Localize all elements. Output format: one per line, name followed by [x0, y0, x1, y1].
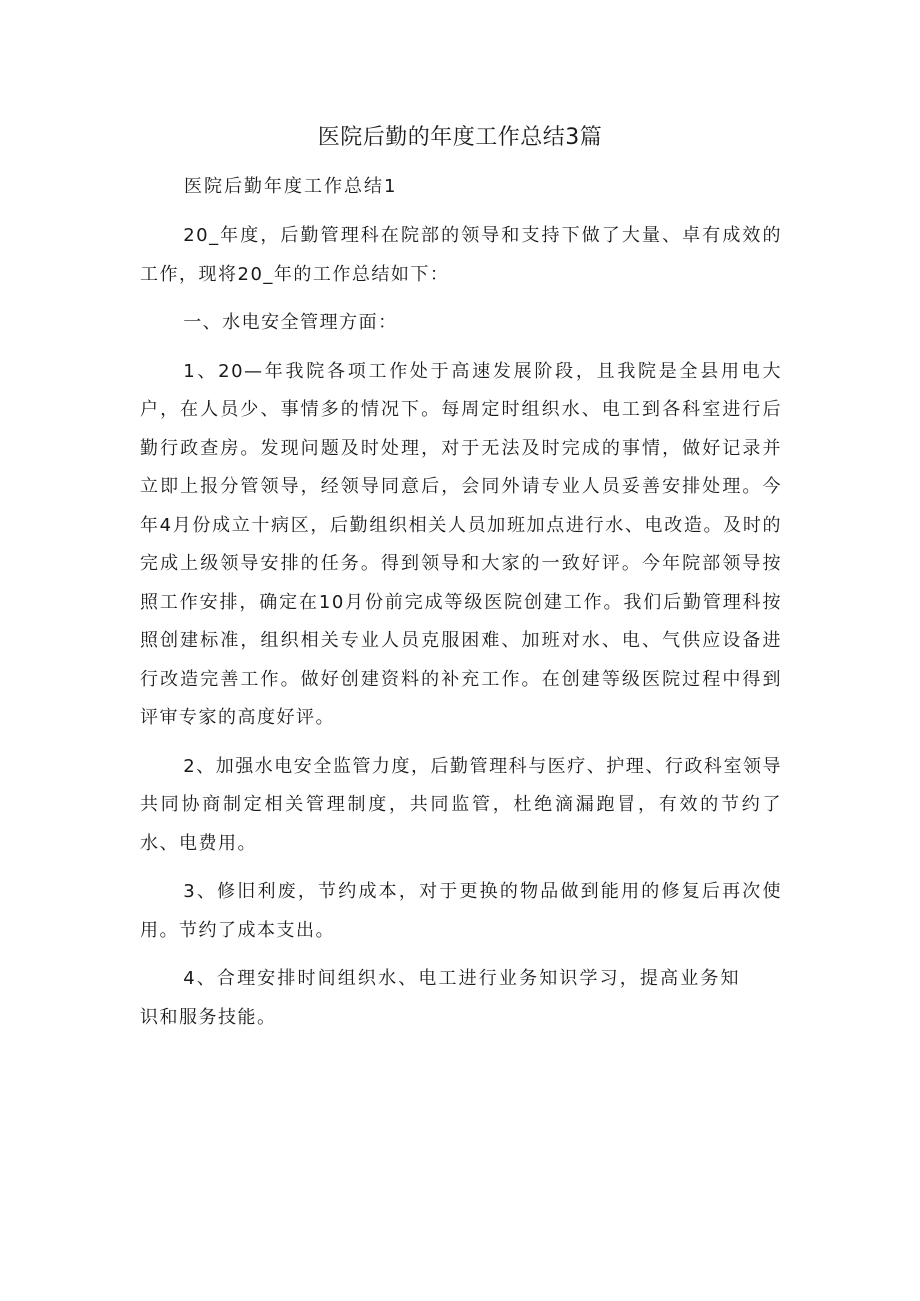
paragraph-item-1: 1、20—年我院各项工作处于高速发展阶段，且我院是全县用电大户，在人员少、事情多的情况下。每周定时组织水、电工到各科室进行后勤行政查房。发现问题及时处理，对于无法及时完成的事情，做好记录并立即上报分管领导，经领导同意后，会同外请专业人员妥善安排处理。今年4月份成立十病区，后勤组织相关人员加班加点进行水、电改造。及时的完成上级领导安排的任务。得到领导和大家的一致好评。今年院部领导按照工作安排，确定在10月份前完成等级医院创建工作。我们后勤管理科按照创建标准，组织相关专业人员克服困难、加班对水、电、气供应设备进行改造完善工作。做好创建资料的补充工作。在创建等级医院过程中得到评审专家的高度好评。 — [140, 360, 782, 728]
paragraph-item-3: 3、修旧利废，节约成本，对于更换的物品做到能用的修复后再次使用。节约了成本支出。 — [140, 881, 782, 941]
document-subtitle: 医院后勤年度工作总结1 — [184, 176, 398, 197]
paragraph-item-4: 4、合理安排时间组织水、电工进行业务知识学习，提高业务知识和服务技能。 — [140, 968, 740, 1028]
paragraph-intro: 20_年度，后勤管理科在院部的领导和支持下做了大量、卓有成效的工作，现将20_年的工作总结如下： — [140, 225, 782, 285]
document-body — [140, 217, 782, 1047]
paragraph-section-heading: 一、水电安全管理方面： — [183, 312, 398, 333]
document-title: 医院后勤的年度工作总结3篇 — [317, 125, 603, 150]
paragraph-item-2: 2、加强水电安全监管力度，后勤管理科与医疗、护理、行政科室领导共同协商制定相关管理制度，共同监管，杜绝滴漏跑冒，有效的节约了水、电费用。 — [140, 755, 782, 854]
